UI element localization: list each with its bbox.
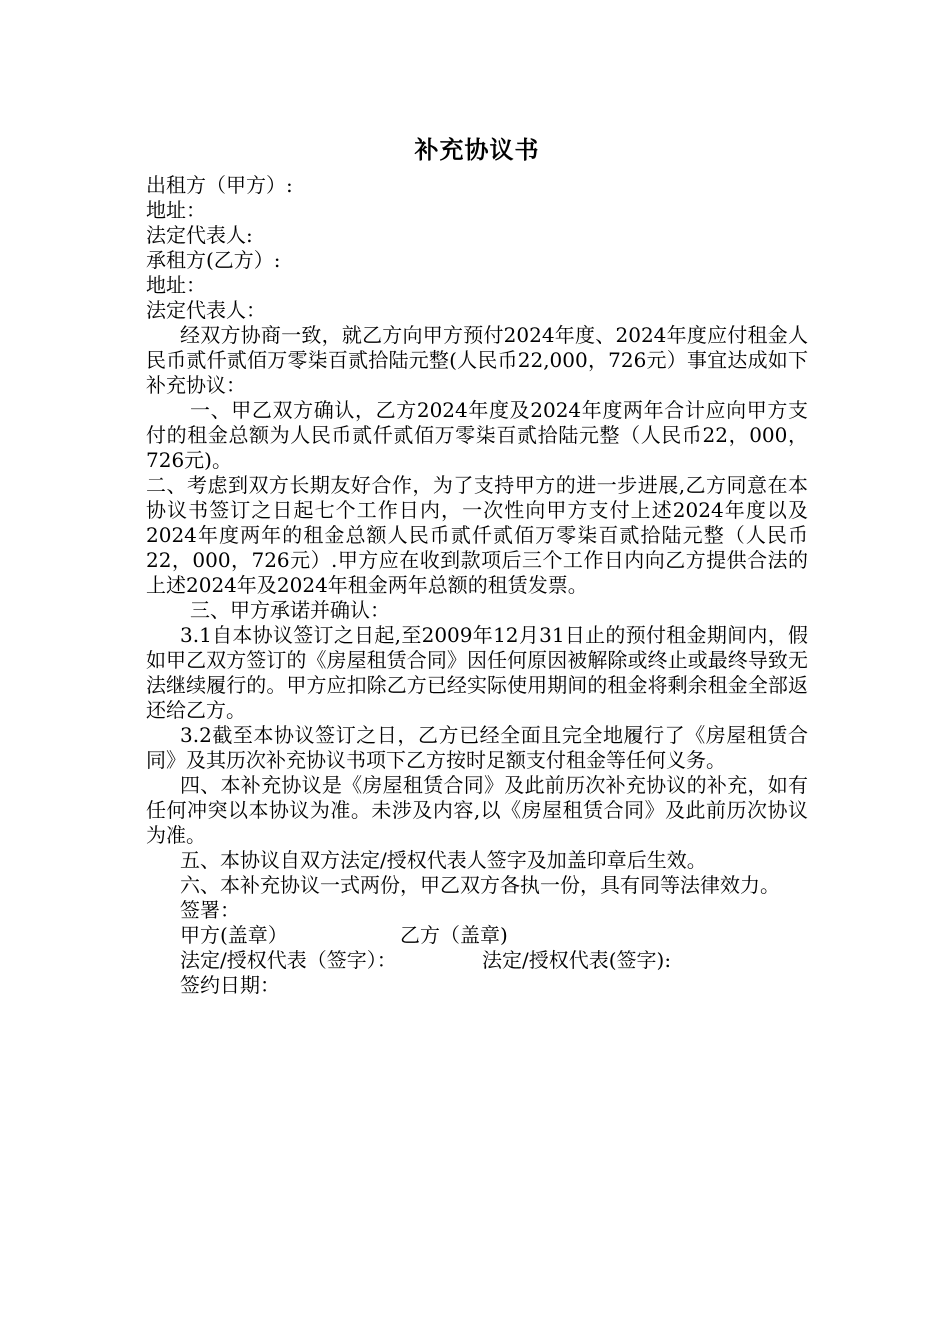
clause-6: 六、本补充协议一式两份，甲乙双方各执一份，具有同等法律效力。 [180, 873, 780, 897]
clause-3-1: 3.1自本协议签订之日起,至2009年12月31日止的预付租金期间内，假如甲乙双方签订的《房屋租赁合同》因任何原因被解除或终止或最终导致无法继续履行的。甲方应扣除乙方已经实际使用期间的租金将剩余租金全部返还给乙方。 [146, 623, 808, 722]
lessor-rep-line: 法定代表人: [146, 223, 253, 247]
clause-3-2: 3.2截至本协议签订之日，乙方已经全面且完全地履行了《房屋租赁合同》及其历次补充协议书项下乙方按时足额支付租金等任何义务。 [146, 723, 808, 772]
signature-block [146, 898, 808, 998]
lessee-line: 承租方(乙方）: [146, 248, 281, 272]
clause-3: 三、甲方承诺并确认： [190, 598, 390, 622]
lessor-address-line: 地址： [146, 198, 206, 222]
lessee-rep-line: 法定代表人： [146, 298, 266, 322]
signature-heading: 签署： [180, 898, 240, 922]
document-title: 补充协议书 [414, 135, 540, 164]
lessor-line: 出租方（甲方）: [146, 173, 293, 197]
party-a-seal: 甲方(盖章） [180, 923, 288, 947]
representative-row [146, 948, 808, 973]
clause-4: 四、本补充协议是《房屋租赁合同》及此前历次补充协议的补充，如有任何冲突以本协议为准。未涉及内容,以《房屋租赁合同》及此前历次协议为准。 [146, 773, 808, 847]
party-a-representative: 法定/授权代表（签字）： [180, 948, 397, 972]
clause-5: 五、本协议自双方法定/授权代表人签字及加盖印章后生效。 [180, 848, 707, 872]
party-b-seal: 乙方（盖章) [400, 923, 508, 947]
intro-paragraph: 经双方协商一致，就乙方向甲方预付2024年度、2024年度应付租金人民币贰仟贰佰万零柒百贰拾陆元整(人民币22,000，726元）事宜达成如下补充协议： [146, 323, 808, 397]
lessee-address-line: 地址： [146, 273, 206, 297]
signing-date: 签约日期： [180, 973, 280, 997]
party-b-representative: 法定/授权代表(签字): [482, 948, 672, 972]
seal-row [146, 923, 808, 948]
clause-2: 二、考虑到双方长期友好合作，为了支持甲方的进一步进展,乙方同意在本协议书签订之日起七个工作日内，一次性向甲方支付上述2024年度以及2024年度两年的租金总额人民币贰仟贰佰万零柒百贰拾陆元整（人民币22，000，726元）.甲方应在收到款项后三个工作日内向乙方提供合法的上述2024年及2024年租金两年总额的租赁发票。 [146, 473, 808, 597]
clause-1: 一、甲乙双方确认，乙方2024年度及2024年度两年合计应向甲方支付的租金总额为人民币贰仟贰佰万零柒百贰拾陆元整（人民币22，000，726元)。 [146, 398, 808, 472]
document-page [146, 130, 808, 998]
